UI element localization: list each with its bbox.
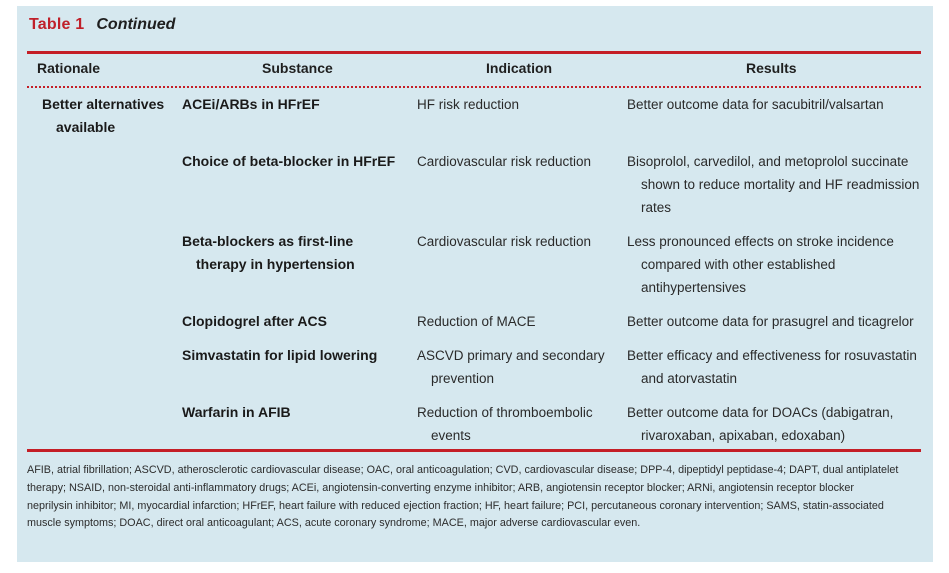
substance-line: Simvastatin for lipid lowering xyxy=(182,347,378,363)
row-5-indication-cell xyxy=(417,344,605,390)
header-indication: Indication xyxy=(486,60,553,76)
footnote-line: therapy; NSAID, non-steroidal anti-inflammatory drugs; ACEi, angiotensin-converting enzyme inhibitor; ARB, angiotensin receptor blocker; ARNi, angiotensin receptor blocker xyxy=(27,481,854,494)
results-line: compared with other established xyxy=(641,257,836,272)
row-2-substance-cell xyxy=(182,150,395,173)
indication-line: Reduction of MACE xyxy=(417,314,536,329)
row-4-substance-cell xyxy=(182,310,327,333)
results-line: Less pronounced effects on stroke incidence xyxy=(627,234,894,249)
results-line: shown to reduce mortality and HF readmission xyxy=(641,177,920,192)
results-line: Better efficacy and effectiveness for rosuvastatin xyxy=(627,348,917,363)
row-3-indication-cell xyxy=(417,230,591,253)
footnote-line: AFIB, atrial fibrillation; ASCVD, atherosclerotic cardiovascular disease; OAC, oral anticoagulation; CVD, cardiovascular disease; DPP-4, dipeptidyl peptidase-4; DAPT, dual antiplatelet xyxy=(27,464,899,476)
table-panel xyxy=(17,6,933,562)
header-substance: Substance xyxy=(262,60,333,76)
results-line: antihypertensives xyxy=(641,280,747,295)
results-line: Bisoprolol, carvedilol, and metoprolol succinate xyxy=(627,154,909,169)
header-rationale: Rationale xyxy=(37,60,101,76)
row-3-substance-cell xyxy=(182,230,355,276)
row-5-substance-cell xyxy=(182,344,377,367)
rationale-cell xyxy=(42,93,164,139)
rationale-line: available xyxy=(56,119,116,135)
substance-line: Choice of beta-blocker in HFrEF xyxy=(182,153,396,169)
substance-line: Warfarin in AFIB xyxy=(182,404,291,420)
results-line: rates xyxy=(641,200,672,215)
row-6-indication-cell xyxy=(417,401,593,447)
row-4-results-cell xyxy=(627,310,914,333)
table-caption xyxy=(29,16,175,34)
indication-line: Cardiovascular risk reduction xyxy=(417,154,592,169)
results-line: Better outcome data for prasugrel and ticagrelor xyxy=(627,314,914,329)
row-1-results-cell xyxy=(627,93,884,116)
substance-line: ACEi/ARBs in HFrEF xyxy=(182,96,320,112)
row-3-results-cell xyxy=(627,230,894,299)
indication-line: prevention xyxy=(431,371,495,386)
header-results: Results xyxy=(746,60,797,76)
results-line: and atorvastatin xyxy=(641,371,738,386)
row-6-results-cell xyxy=(627,401,893,447)
continued-label: Continued xyxy=(96,16,176,33)
row-1-indication-cell xyxy=(417,93,519,116)
top-rule xyxy=(27,51,921,54)
indication-line: events xyxy=(431,428,471,443)
bottom-rule xyxy=(27,449,921,452)
row-2-results-cell xyxy=(627,150,919,219)
substance-line: Beta-blockers as first-line xyxy=(182,233,354,249)
footnote-line: neprilysin inhibitor; MI, myocardial infarction; HFrEF, heart failure with reduced ejection fraction; HF, heart failure; PCI, percutaneous coronary intervention; SAMS, statin-associated xyxy=(27,499,884,512)
rationale-line: Better alternatives xyxy=(42,96,165,112)
header-divider xyxy=(27,86,921,88)
row-6-substance-cell xyxy=(182,401,291,424)
indication-line: HF risk reduction xyxy=(417,97,520,112)
results-line: Better outcome data for DOACs (dabigatran, xyxy=(627,405,894,420)
results-line: Better outcome data for sacubitril/valsartan xyxy=(627,97,884,112)
row-2-indication-cell xyxy=(417,150,591,173)
row-4-indication-cell xyxy=(417,310,536,333)
substance-line: therapy in hypertension xyxy=(196,256,355,272)
table-footnote xyxy=(27,462,927,533)
row-1-substance-cell xyxy=(182,93,320,116)
footnote-line: muscle symptoms; DOAC, direct oral anticoagulant; ACS, acute coronary syndrome; MACE, major adverse cardiovascular even. xyxy=(27,517,641,530)
indication-line: ASCVD primary and secondary xyxy=(417,348,605,363)
row-5-results-cell xyxy=(627,344,917,390)
results-line: rivaroxaban, apixaban, edoxaban) xyxy=(641,428,846,443)
substance-line: Clopidogrel after ACS xyxy=(182,313,327,329)
table-number: Table 1 xyxy=(29,16,85,33)
indication-line: Cardiovascular risk reduction xyxy=(417,234,592,249)
indication-line: Reduction of thromboembolic xyxy=(417,405,593,420)
